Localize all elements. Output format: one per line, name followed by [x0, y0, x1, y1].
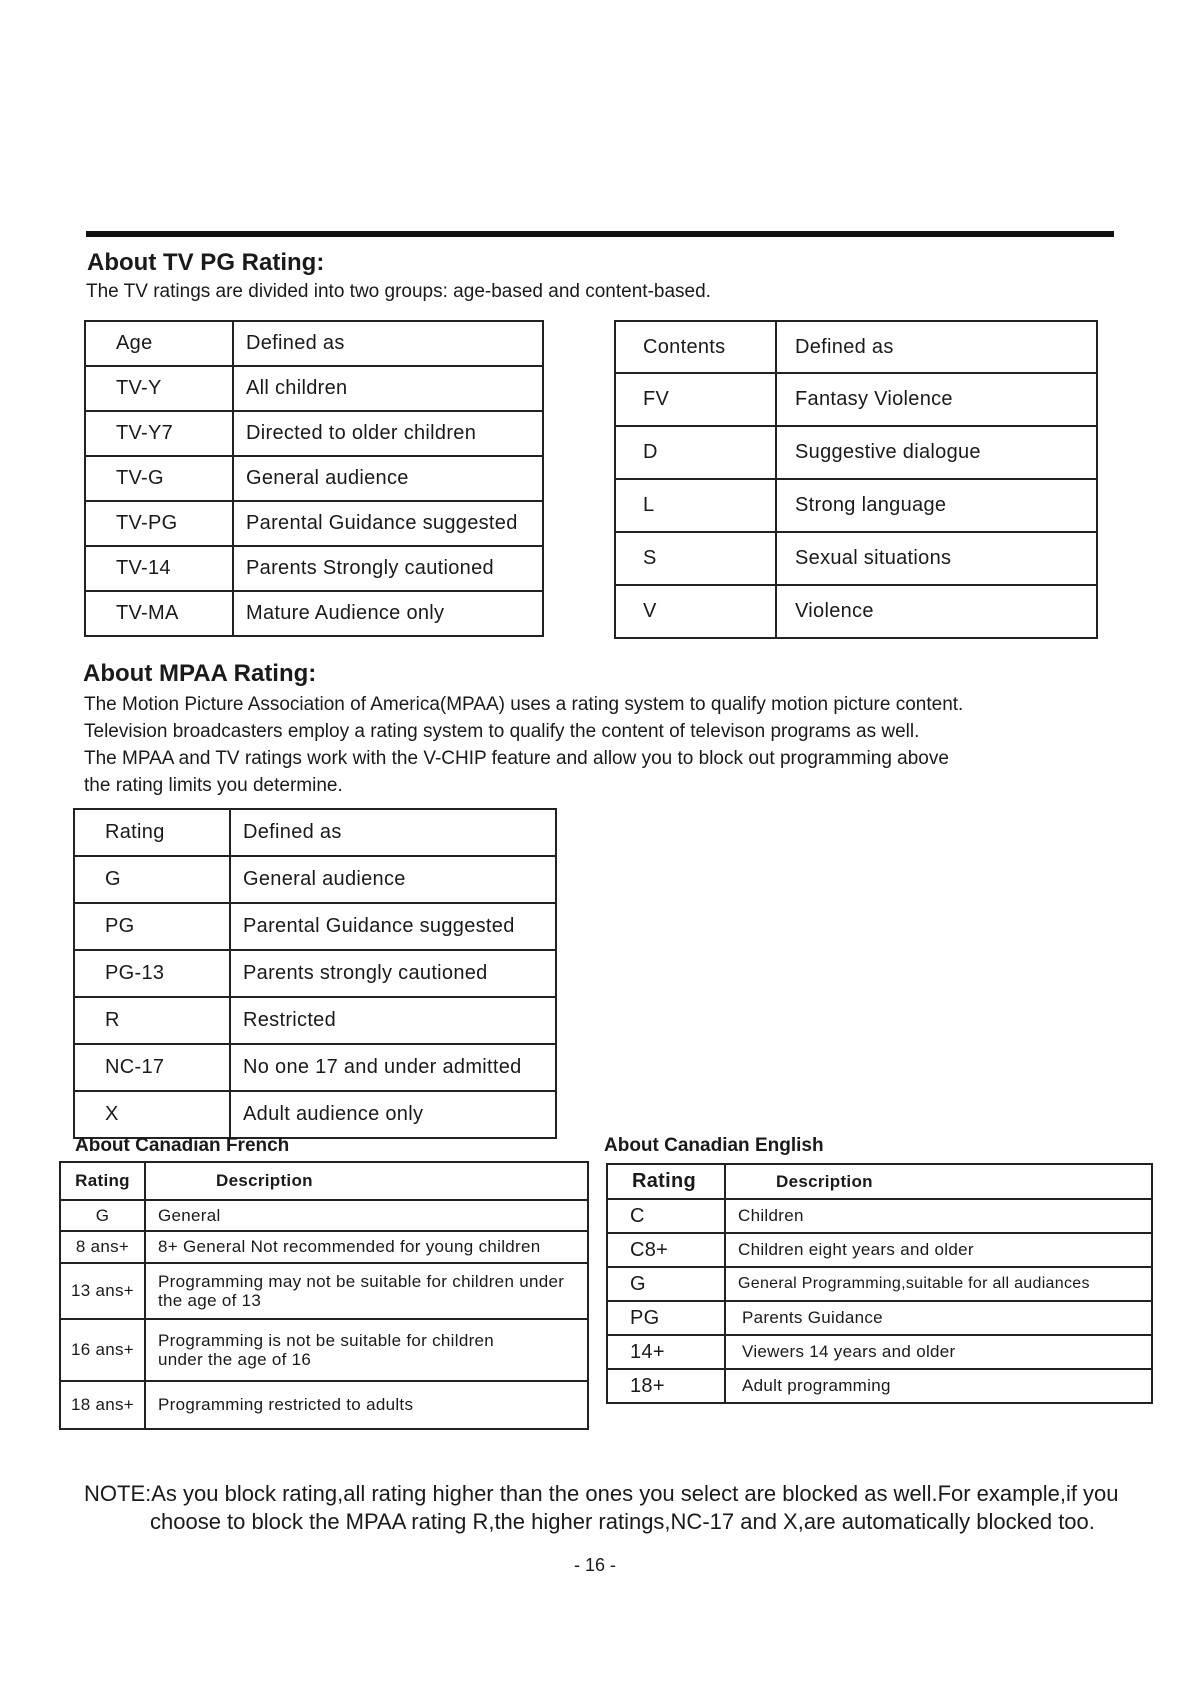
table-cell: 13 ans+: [60, 1263, 145, 1319]
table-cell: Programming restricted to adults: [145, 1381, 588, 1429]
table-cell: Programming is not be suitable for children under the age of 16: [145, 1319, 588, 1381]
table-cell: Directed to older children: [233, 411, 543, 456]
table-cell: NC-17: [74, 1044, 230, 1091]
table-row: [85, 411, 543, 456]
table-row: [607, 1233, 1152, 1267]
table-cell: TV-14: [85, 546, 233, 591]
table-row: [60, 1263, 588, 1319]
table-cell: Parents strongly cautioned: [230, 950, 556, 997]
table-row: [74, 950, 556, 997]
table-cell: V: [615, 585, 776, 638]
table-cell: Parents Strongly cautioned: [233, 546, 543, 591]
table-cell: Violence: [776, 585, 1097, 638]
table-cell: L: [615, 479, 776, 532]
table-cell: S: [615, 532, 776, 585]
table-row: [85, 456, 543, 501]
mpaa-para-line: The MPAA and TV ratings work with the V-CHIP feature and allow you to block out programming above: [84, 748, 949, 769]
table-cell: G: [60, 1200, 145, 1231]
table-header-row: [607, 1164, 1152, 1199]
canadian-english-table: [606, 1163, 1153, 1404]
table-header: Rating: [60, 1162, 145, 1200]
table-row: [85, 501, 543, 546]
table-header: Contents: [615, 321, 776, 373]
table-cell: Viewers 14 years and older: [725, 1335, 1152, 1369]
note-line-1: NOTE:As you block rating,all rating higher than the ones you select are blocked as well.For example,if you: [84, 1481, 1119, 1506]
table-row: [615, 426, 1097, 479]
table-header-row: [85, 321, 543, 366]
table-cell: Fantasy Violence: [776, 373, 1097, 426]
table-row: [74, 997, 556, 1044]
table-cell: 16 ans+: [60, 1319, 145, 1381]
table-cell: Restricted: [230, 997, 556, 1044]
table-row: [60, 1200, 588, 1231]
table-header-row: [60, 1162, 588, 1200]
mpaa-heading: About MPAA Rating:: [83, 660, 317, 687]
table-cell: Sexual situations: [776, 532, 1097, 585]
table-cell: Programming may not be suitable for children under the age of 13: [145, 1263, 588, 1319]
table-cell: C: [607, 1199, 725, 1233]
note-text: [84, 1480, 1124, 1536]
table-cell: Children eight years and older: [725, 1233, 1152, 1267]
table-row: [74, 1091, 556, 1138]
tv-age-table: [84, 320, 544, 637]
page-number: - 16 -: [573, 1555, 616, 1575]
table-cell: TV-MA: [85, 591, 233, 636]
table-cell: All children: [233, 366, 543, 411]
table-header-row: [615, 321, 1097, 373]
table-cell: Parental Guidance suggested: [233, 501, 543, 546]
tv-content-table: [614, 320, 1098, 639]
tv-pg-heading: About TV PG Rating:: [87, 249, 325, 276]
table-header: Age: [85, 321, 233, 366]
table-cell: Adult programming: [725, 1369, 1152, 1403]
table-header: Description: [725, 1164, 1152, 1199]
table-row: [74, 856, 556, 903]
table-cell: Parents Guidance: [725, 1301, 1152, 1335]
table-row: [607, 1335, 1152, 1369]
table-cell: PG: [607, 1301, 725, 1335]
mpaa-para-line: The Motion Picture Association of America(MPAA) uses a rating system to qualify motion picture content.: [84, 694, 964, 715]
table-row: [60, 1231, 588, 1263]
table-row: [607, 1267, 1152, 1301]
table-cell: PG: [74, 903, 230, 950]
table-row: [85, 546, 543, 591]
table-row: [615, 479, 1097, 532]
table-row: [85, 591, 543, 636]
table-cell: R: [74, 997, 230, 1044]
mpaa-para-line: the rating limits you determine.: [84, 775, 343, 796]
table-row: [74, 1044, 556, 1091]
table-cell: G: [74, 856, 230, 903]
mpaa-para-line: Television broadcasters employ a rating system to qualify the content of televison programs as well.: [84, 721, 920, 742]
table-row: [615, 585, 1097, 638]
table-cell: Strong language: [776, 479, 1097, 532]
table-cell: General audience: [230, 856, 556, 903]
table-header: Rating: [74, 809, 230, 856]
table-cell: Suggestive dialogue: [776, 426, 1097, 479]
table-cell: 8 ans+: [60, 1231, 145, 1263]
table-cell: Children: [725, 1199, 1152, 1233]
table-cell: TV-Y: [85, 366, 233, 411]
table-cell: No one 17 and under admitted: [230, 1044, 556, 1091]
table-header: Rating: [607, 1164, 725, 1199]
table-cell: X: [74, 1091, 230, 1138]
table-cell: TV-G: [85, 456, 233, 501]
table-cell: 14+: [607, 1335, 725, 1369]
table-cell: TV-PG: [85, 501, 233, 546]
table-row: [60, 1381, 588, 1429]
table-cell: Adult audience only: [230, 1091, 556, 1138]
table-header: Defined as: [776, 321, 1097, 373]
table-cell: PG-13: [74, 950, 230, 997]
table-cell: D: [615, 426, 776, 479]
canadian-french-table: [59, 1161, 589, 1430]
table-row: [607, 1301, 1152, 1335]
canadian-french-heading: About Canadian French: [75, 1135, 290, 1156]
mpaa-table: [73, 808, 557, 1139]
table-cell: FV: [615, 373, 776, 426]
table-cell: Parental Guidance suggested: [230, 903, 556, 950]
table-cell: TV-Y7: [85, 411, 233, 456]
table-cell: 18 ans+: [60, 1381, 145, 1429]
table-row: [607, 1369, 1152, 1403]
top-rule: [86, 231, 1114, 237]
table-row: [74, 903, 556, 950]
table-cell: Mature Audience only: [233, 591, 543, 636]
table-row: [607, 1199, 1152, 1233]
table-cell: 18+: [607, 1369, 725, 1403]
table-cell: G: [607, 1267, 725, 1301]
table-row: [60, 1319, 588, 1381]
table-header: Description: [145, 1162, 588, 1200]
table-header: Defined as: [233, 321, 543, 366]
tv-pg-intro: The TV ratings are divided into two groups: age-based and content-based.: [86, 281, 711, 302]
note-line-2: choose to block the MPAA rating R,the higher ratings,NC-17 and X,are automatically blocked too.: [150, 1509, 1095, 1534]
table-row: [615, 373, 1097, 426]
table-cell: General audience: [233, 456, 543, 501]
table-cell: C8+: [607, 1233, 725, 1267]
table-cell: 8+ General Not recommended for young children: [145, 1231, 588, 1263]
table-cell: General: [145, 1200, 588, 1231]
canadian-english-heading: About Canadian English: [604, 1135, 824, 1156]
table-row: [85, 366, 543, 411]
table-header-row: [74, 809, 556, 856]
table-row: [615, 532, 1097, 585]
table-cell: General Programming,suitable for all audiances: [725, 1267, 1152, 1301]
table-header: Defined as: [230, 809, 556, 856]
